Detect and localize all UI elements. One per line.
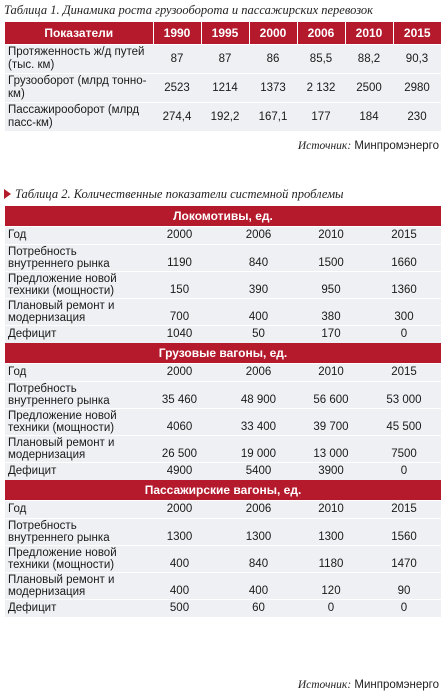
- section-title: Пассажирские вагоны, ед.: [5, 480, 441, 501]
- row-label: Дефицит: [5, 463, 137, 481]
- table-cell: 2006: [222, 501, 295, 519]
- row-label: Плановый ремонт и модернизация: [5, 299, 137, 326]
- table-row: [5, 546, 441, 573]
- column-header: 2015: [393, 22, 441, 45]
- table-cell: 400: [137, 573, 222, 600]
- table-cell: 170: [295, 326, 367, 344]
- table-cell: 1300: [295, 519, 367, 546]
- table-cell: 400: [222, 573, 295, 600]
- table-cell: 2010: [295, 227, 367, 245]
- table-cell: 33 400: [222, 409, 295, 436]
- table-cell: 150: [137, 272, 222, 299]
- table-row: [5, 463, 441, 481]
- section-header-row: [5, 343, 441, 364]
- table-cell: 0: [367, 600, 441, 618]
- table-cell: 90: [367, 573, 441, 600]
- table-row: [5, 45, 441, 74]
- table-row: [5, 382, 441, 409]
- table-cell: 13 000: [295, 436, 367, 463]
- table-cell: 85,5: [297, 45, 345, 74]
- column-header: 2006: [297, 22, 345, 45]
- table-cell: 45 500: [367, 409, 441, 436]
- table-cell: 90,3: [393, 45, 441, 74]
- table-cell: 390: [222, 272, 295, 299]
- table-row: [5, 519, 441, 546]
- row-label: Грузооборот (млрд тонно-км): [5, 74, 153, 103]
- table1: [5, 22, 441, 131]
- table1-caption: Таблица 1. Динамика роста грузооборота и пассажирских перевозок: [4, 3, 374, 17]
- table-cell: 0: [367, 463, 441, 481]
- table-cell: 1300: [222, 519, 295, 546]
- table-row: [5, 299, 441, 326]
- row-label: Потребность внутреннего рынка: [5, 519, 137, 546]
- table-row: [5, 326, 441, 344]
- table-cell: 87: [153, 45, 201, 74]
- row-label: Год: [5, 501, 137, 519]
- table-cell: 88,2: [345, 45, 393, 74]
- table-cell: 2 132: [297, 74, 345, 103]
- table-cell: 380: [295, 299, 367, 326]
- table-cell: 2015: [367, 364, 441, 382]
- table-cell: 26 500: [137, 436, 222, 463]
- row-label: Дефицит: [5, 326, 137, 344]
- table2-source: Источник: Минпромэнерго: [297, 679, 439, 691]
- table-cell: 2000: [137, 501, 222, 519]
- table-cell: 7500: [367, 436, 441, 463]
- table-row: [5, 245, 441, 272]
- table-cell: 50: [222, 326, 295, 344]
- table-cell: 39 700: [295, 409, 367, 436]
- table-cell: 2006: [222, 364, 295, 382]
- table-cell: 300: [367, 299, 441, 326]
- column-header: Показатели: [5, 22, 153, 45]
- table-row: [5, 409, 441, 436]
- table-row: [5, 501, 441, 519]
- table-cell: 400: [137, 546, 222, 573]
- table-cell: 184: [345, 103, 393, 132]
- row-label: Потребность внутреннего рынка: [5, 382, 137, 409]
- table-cell: 2500: [345, 74, 393, 103]
- section-title: Локомотивы, ед.: [5, 206, 441, 227]
- table-cell: 4900: [137, 463, 222, 481]
- table-cell: 192,2: [201, 103, 249, 132]
- table-cell: 500: [137, 600, 222, 618]
- row-label: Пассажирооборот (млрд пасс-км): [5, 103, 153, 132]
- table-cell: 1040: [137, 326, 222, 344]
- table-cell: 840: [222, 546, 295, 573]
- table-cell: 2000: [137, 227, 222, 245]
- column-header: 2000: [249, 22, 297, 45]
- column-header: 1995: [201, 22, 249, 45]
- row-label: Потребность внутреннего рынка: [5, 245, 137, 272]
- table-cell: 950: [295, 272, 367, 299]
- table-cell: 60: [222, 600, 295, 618]
- table-cell: 1373: [249, 74, 297, 103]
- table-cell: 2523: [153, 74, 201, 103]
- table-cell: 35 460: [137, 382, 222, 409]
- table-cell: 2015: [367, 227, 441, 245]
- table-cell: 19 000: [222, 436, 295, 463]
- table-row: [5, 573, 441, 600]
- row-label: Плановый ремонт и модернизация: [5, 436, 137, 463]
- row-label: Предложение новой техники (мощности): [5, 272, 137, 299]
- table-cell: 0: [367, 326, 441, 344]
- table2: [5, 206, 441, 617]
- table-cell: 1180: [295, 546, 367, 573]
- column-header: 2010: [345, 22, 393, 45]
- triangle-marker-icon: [4, 189, 11, 199]
- table-row: [5, 103, 441, 132]
- table-cell: 53 000: [367, 382, 441, 409]
- table-cell: 2015: [367, 501, 441, 519]
- table-cell: 4060: [137, 409, 222, 436]
- row-label: Плановый ремонт и модернизация: [5, 573, 137, 600]
- table-cell: 2006: [222, 227, 295, 245]
- table-cell: 1300: [137, 519, 222, 546]
- table-cell: 700: [137, 299, 222, 326]
- table-row: [5, 74, 441, 103]
- table-cell: 48 900: [222, 382, 295, 409]
- table-row: [5, 600, 441, 618]
- row-label: Год: [5, 227, 137, 245]
- table-cell: 86: [249, 45, 297, 74]
- table-cell: 274,4: [153, 103, 201, 132]
- table-cell: 840: [222, 245, 295, 272]
- table-cell: 2000: [137, 364, 222, 382]
- section-header-row: [5, 480, 441, 501]
- table-cell: 1470: [367, 546, 441, 573]
- table-cell: 1214: [201, 74, 249, 103]
- table-row: [5, 227, 441, 245]
- row-label: Дефицит: [5, 600, 137, 618]
- table-cell: 1190: [137, 245, 222, 272]
- table-cell: 0: [295, 600, 367, 618]
- table-cell: 1360: [367, 272, 441, 299]
- table-cell: 1660: [367, 245, 441, 272]
- table-cell: 2980: [393, 74, 441, 103]
- row-label: Протяженность ж/д путей (тыс. км): [5, 45, 153, 74]
- table-cell: 56 600: [295, 382, 367, 409]
- table-cell: 1500: [295, 245, 367, 272]
- table-row: [5, 272, 441, 299]
- table-cell: 87: [201, 45, 249, 74]
- table-cell: 3900: [295, 463, 367, 481]
- row-label: Предложение новой техники (мощности): [5, 546, 137, 573]
- column-header: 1990: [153, 22, 201, 45]
- row-label: Предложение новой техники (мощности): [5, 409, 137, 436]
- section-header-row: [5, 206, 441, 227]
- table-row: [5, 436, 441, 463]
- section-title: Грузовые вагоны, ед.: [5, 343, 441, 364]
- table-cell: 230: [393, 103, 441, 132]
- table2-caption: Таблица 2. Количественные показатели системной проблемы: [4, 186, 344, 202]
- row-label: Год: [5, 364, 137, 382]
- table-cell: 2010: [295, 501, 367, 519]
- table-cell: 167,1: [249, 103, 297, 132]
- table-cell: 120: [295, 573, 367, 600]
- table-row: [5, 364, 441, 382]
- table-cell: 5400: [222, 463, 295, 481]
- table-cell: 1560: [367, 519, 441, 546]
- table1-source: Источник: Минпромэнерго: [297, 140, 439, 152]
- table1-header-row: [5, 22, 441, 45]
- table-cell: 177: [297, 103, 345, 132]
- table-cell: 400: [222, 299, 295, 326]
- table-cell: 2010: [295, 364, 367, 382]
